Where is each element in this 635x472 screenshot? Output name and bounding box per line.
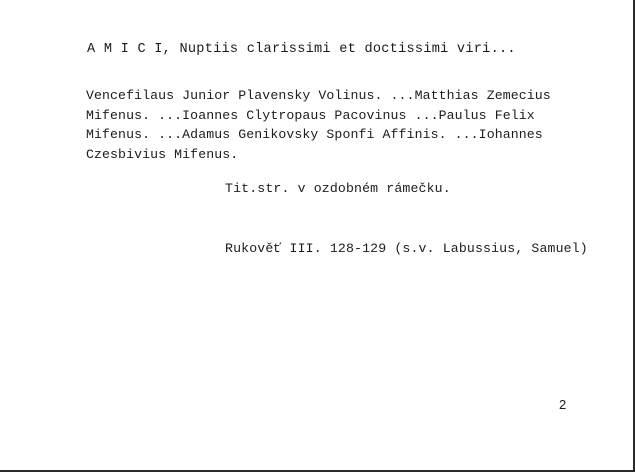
- body-line-4: Czesbivius Mifenus.: [86, 146, 239, 162]
- bibliographic-reference: Rukověť III. 128-129 (s.v. Labussius, Samuel): [225, 241, 588, 256]
- body-line-1: Vencefilaus Junior Plavensky Volinus. ...Matthias Zemecius: [86, 88, 551, 103]
- title-page-note: Tit.str. v ozdobném rámečku.: [225, 181, 451, 196]
- body-line-2: Mifenus. ...Ioannes Clytropaus Pacovinus ...Paulus Felix: [86, 107, 535, 123]
- card-heading: A M I C I, Nuptiis clarissimi et doctissimi viri...: [87, 42, 516, 57]
- card-body: [86, 86, 551, 164]
- body-line-3: Mifenus. ...Adamus Genikovsky Sponfi Affinis. ...Iohannes: [86, 127, 543, 142]
- page-number: 2: [559, 397, 567, 412]
